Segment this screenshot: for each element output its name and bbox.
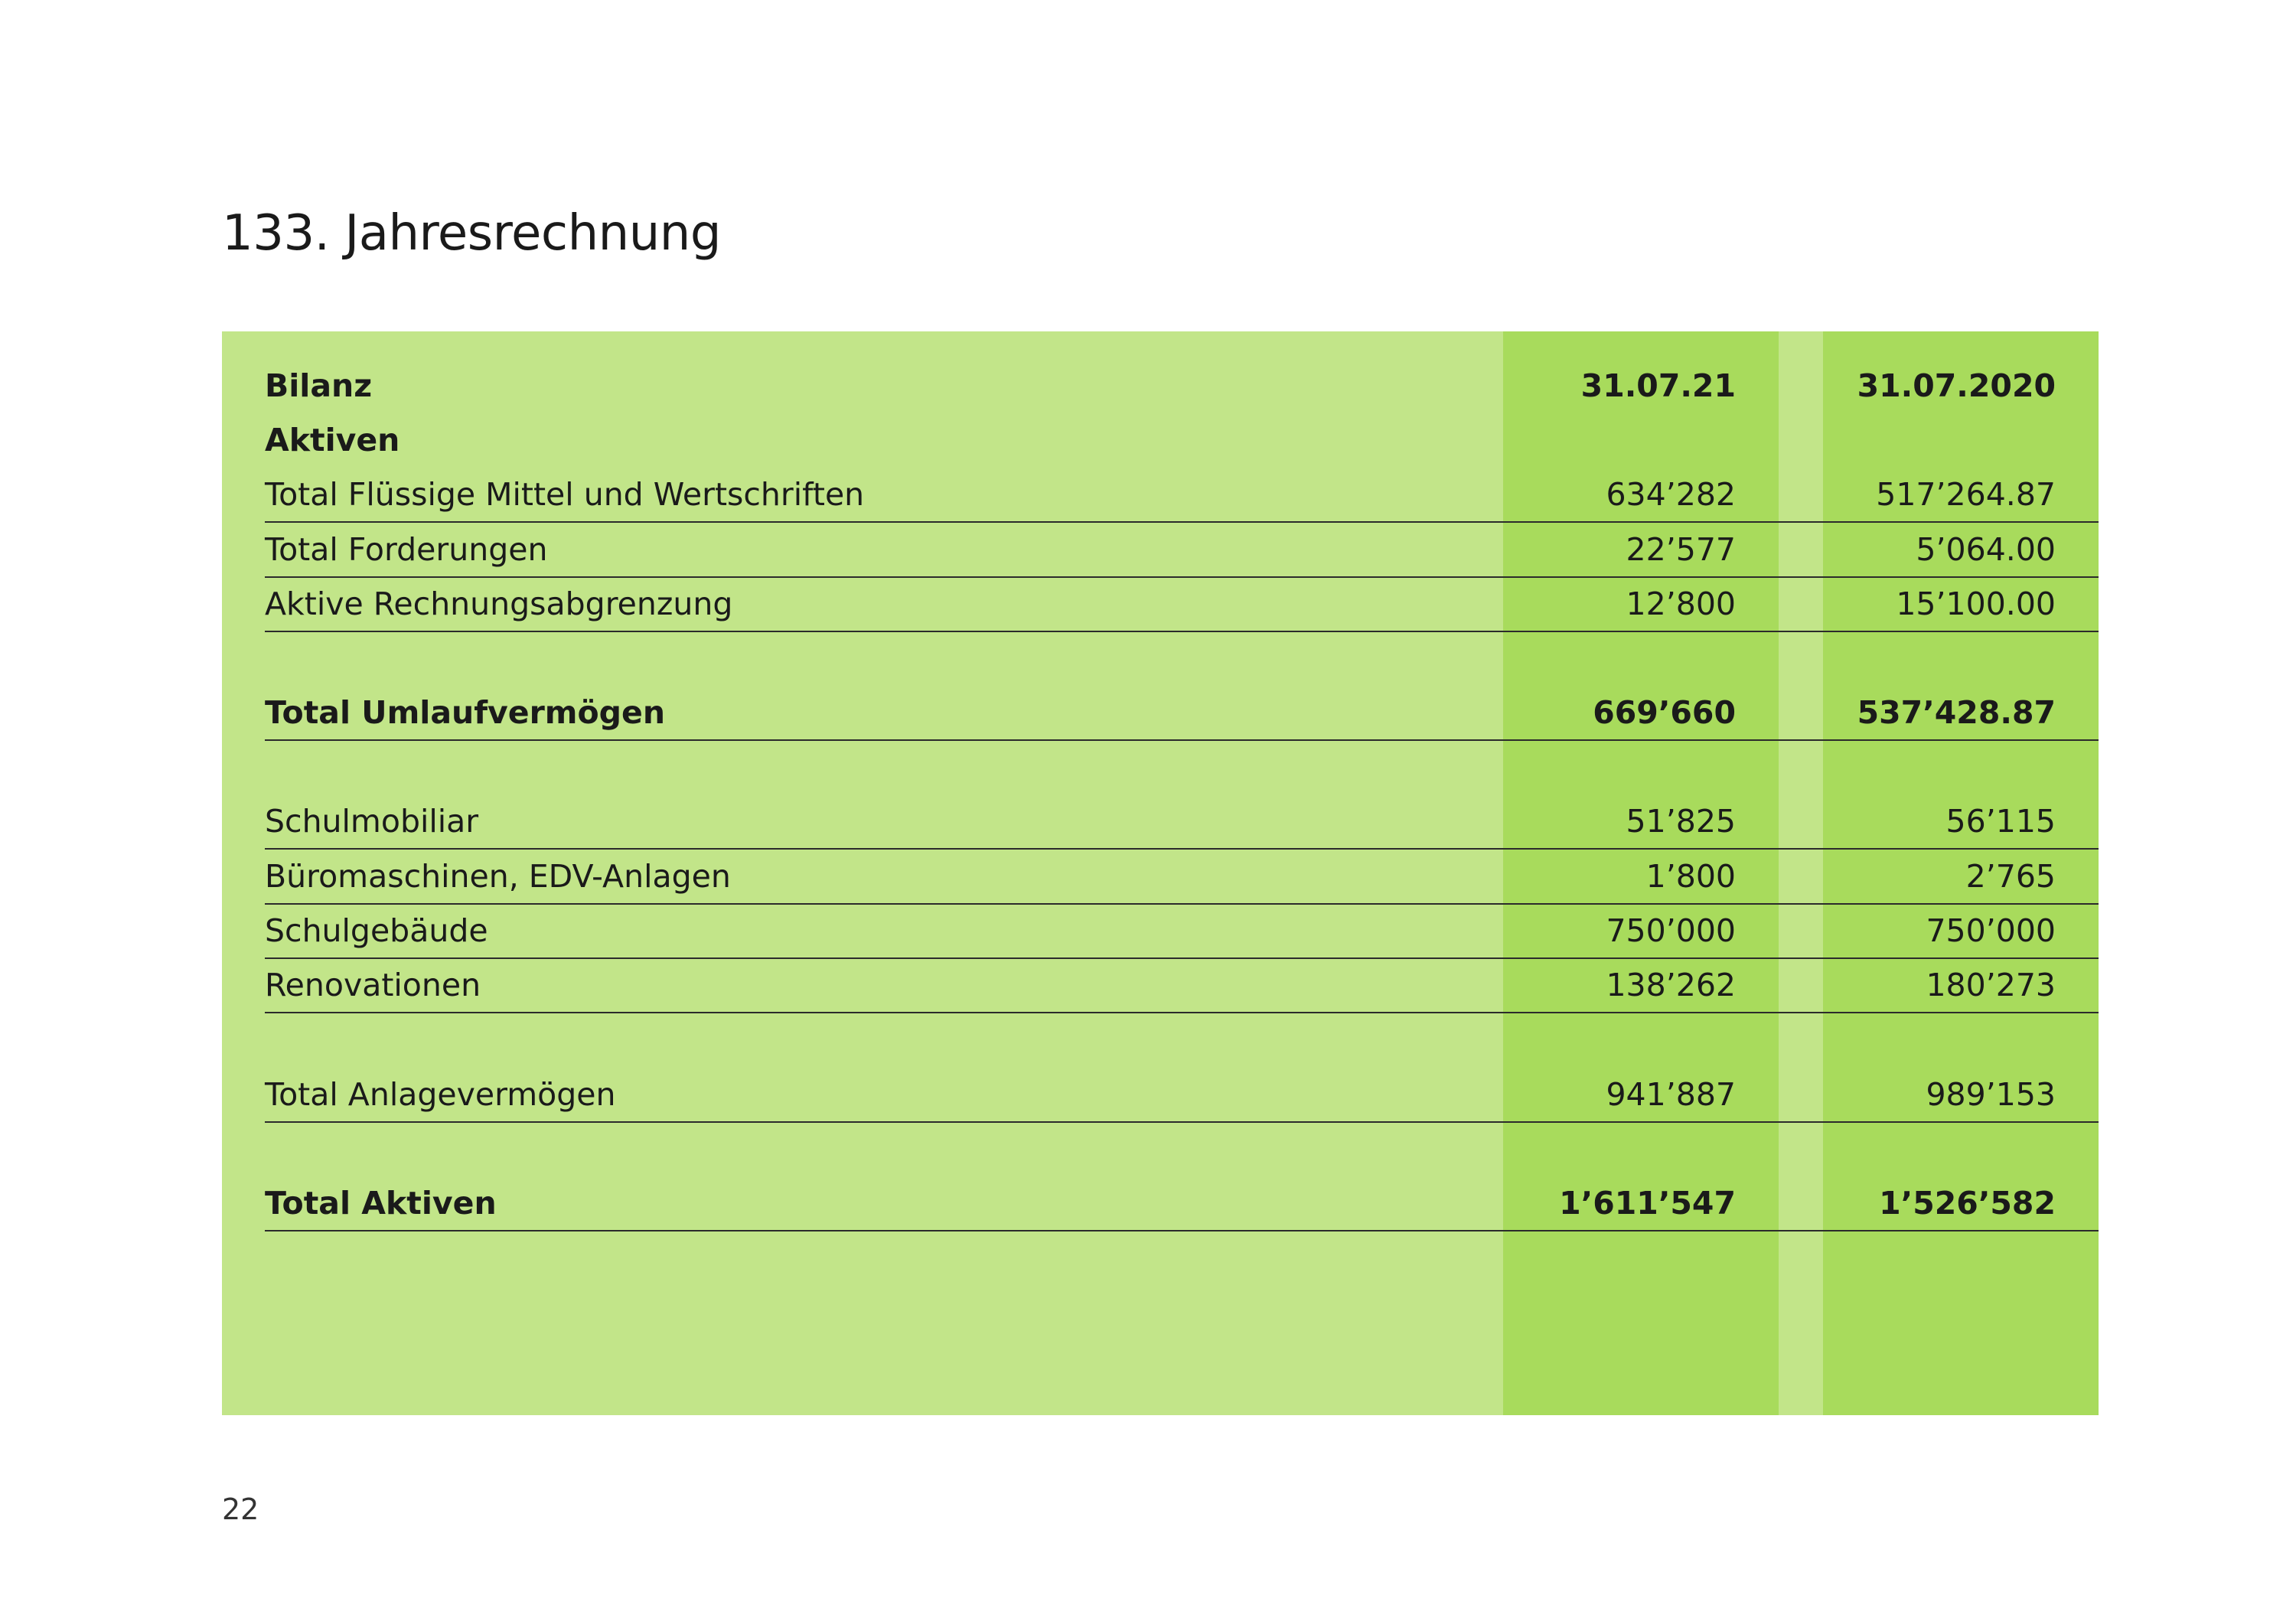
row-value-2021: 1’800 [1645,858,1736,895]
table-header-row [265,358,2099,413]
row-label: Aktive Rechnungsabgrenzung [265,586,733,622]
row-label: Total Flüssige Mittel und Wertschriften [265,476,865,513]
row-value-2020: 15’100.00 [1896,586,2056,622]
row-value-2020: 2’765 [1965,858,2056,895]
header-col-2020: 31.07.2020 [1857,367,2056,404]
table-row [265,522,2099,578]
row-value-2020: 537’428.87 [1857,694,2056,731]
row-value-2020: 750’000 [1926,912,2056,949]
row-value-2021: 941’887 [1606,1076,1736,1113]
table-row [265,576,2099,632]
row-label: Total Anlagevermögen [265,1076,616,1113]
table-row [265,903,2099,959]
row-value-2020: 5’064.00 [1916,531,2056,568]
row-label: Renovationen [265,967,481,1003]
row-value-2021: 51’825 [1626,803,1736,840]
row-value-2021: 750’000 [1606,912,1736,949]
row-label: Schulmobiliar [265,803,479,840]
table-row [265,849,2099,905]
table-row [265,957,2099,1013]
row-value-2021: 634’282 [1606,476,1736,513]
row-value-2021: 22’577 [1626,531,1736,568]
section-label: Aktiven [265,422,400,458]
row-value-2020: 989’153 [1926,1076,2056,1113]
table-row-subtotal [265,1067,2099,1123]
header-label: Bilanz [265,367,373,404]
row-label: Schulgebäude [265,912,488,949]
page-title: 133. Jahresrechnung [222,205,721,262]
row-label: Büromaschinen, EDV-Anlagen [265,858,731,895]
row-value-2020: 180’273 [1926,967,2056,1003]
row-value-2021: 669’660 [1593,694,1736,731]
row-value-2020: 56’115 [1945,803,2056,840]
header-col-2021: 31.07.21 [1580,367,1736,404]
row-value-2021: 12’800 [1626,586,1736,622]
table-row-total [265,1176,2099,1231]
table-row [265,794,2099,850]
row-label: Total Umlaufvermögen [265,694,666,731]
table-row [265,467,2099,523]
row-value-2020: 517’264.87 [1876,476,2056,513]
row-value-2020: 1’526’582 [1879,1185,2056,1222]
row-value-2021: 138’262 [1606,967,1736,1003]
balance-sheet-table [222,331,2099,1415]
table-row-subtotal [265,685,2099,741]
section-heading-aktiven [265,413,2099,467]
row-label: Total Aktiven [265,1185,497,1222]
row-label: Total Forderungen [265,531,548,568]
row-value-2021: 1’611’547 [1559,1185,1736,1222]
page-number: 22 [222,1492,259,1526]
